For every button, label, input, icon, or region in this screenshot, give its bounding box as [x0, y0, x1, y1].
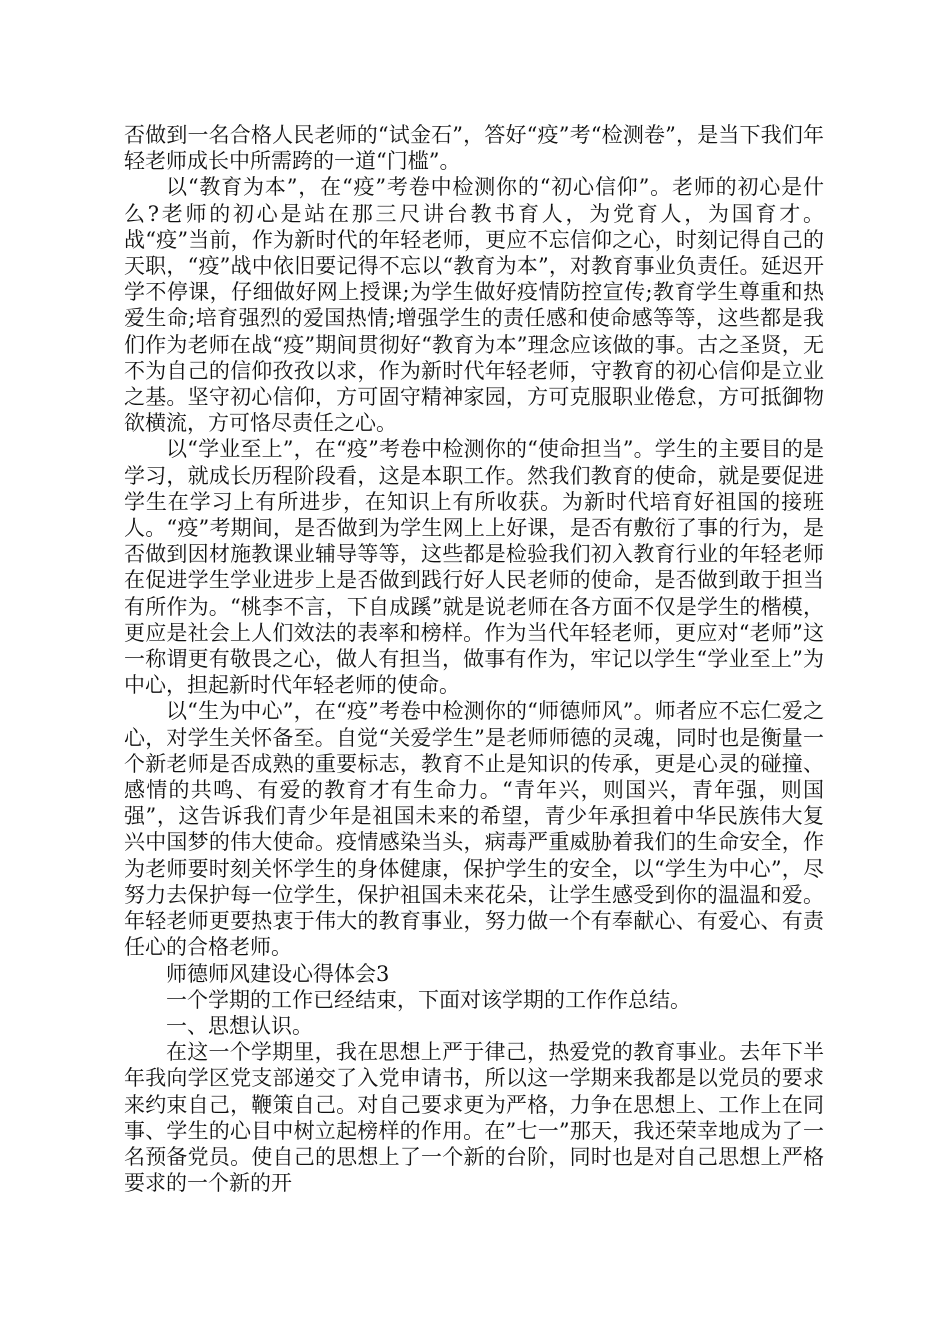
paragraph-initial-belief: 以“教育为本”，在“疫”考卷中检测你的“初心信仰”。老师的初心是什么?老师的初心是站在那三尺讲台教书育人，为党育人，为国育才。战“疫”当前，作为新时代的年轻老师，更应不忘信仰之心，时刻记得自己的天职，“疫”战中依旧要记得不忘以“教育为本”，对教育事业负责任。延迟开学不停课，仔细做好网上授课;为学生做好疫情防控宣传;教育学生尊重和热爱生命;培育强烈的爱国热情;增强学生的责任感和使命感等等，这些都是我们作为老师在战“疫”期间贯彻好“教育为本”理念应该做的事。古之圣贤，无不为自己的信仰孜孜以求，作为新时代年轻老师，守教育的初心信仰是立业之基。坚守初心信仰，方可固守精神家园，方可克服职业倦怠，方可抵御物欲横流，方可恪尽责任之心。: [124, 175, 824, 436]
subsection-heading: 一、思想认识。: [166, 1013, 313, 1038]
section-heading: 师德师风建设心得体会3: [166, 961, 390, 986]
paragraph-mission: 以“学业至上”，在“疫”考卷中检测你的“使命担当”。学生的主要目的是学习，就成长历程阶段看，这是本职工作。然我们教育的使命，就是要促进学生在学习上有所进步，在知识上有所收获。为新时代培育好祖国的接班人。“疫”考期间，是否做到为学生网上上好课，是否有敷衍了事的行为，是否做到因材施教课业辅导等等，这些都是检验我们初入教育行业的年轻老师在促进学生学业进步上是否做到践行好人民老师的使命，是否做到敢于担当有所作为。“桃李不言，下自成蹊”就是说老师在各方面不仅是学生的楷模，更应是社会上人们效法的表率和榜样。作为当代年轻老师，更应对“老师”这一称谓更有敬畏之心，做人有担当，做事有作为，牢记以学生“学业至上”为中心，担起新时代年轻老师的使命。: [124, 437, 824, 698]
paragraph-intro: 一个学期的工作已经结束，下面对该学期的工作作总结。: [166, 987, 691, 1012]
document-body: [124, 122, 824, 1196]
paragraph-teacher-ethics: 以“生为中心”，在“疫”考卷中检测你的“师德师风”。师者应不忘仁爱之心，对学生关怀备至。自觉“关爱学生”是老师师德的灵魂，同时也是衡量一个新老师是否成熟的重要标志，教育不止是知识的传承，更是心灵的碰撞、感情的共鸣、有爱的教育才有生命力。“青年兴，则国兴，青年强，则国强”，这告诉我们青少年是祖国未来的希望，青少年承担着中华民族伟大复兴中国梦的伟大使命。疫情感染当头，病毒严重威胁着我们的生命安全，作为老师要时刻关怀学生的身体健康，保护学生的安全，以“学生为中心”，尽努力去保护每一位学生，保护祖国未来花朵，让学生感受到你的温温和爱。年轻老师更要热衷于伟大的教育事业，努力做一个有奉献心、有爱心、有责任心的合格老师。: [124, 699, 824, 960]
paragraph-continuation: 否做到一名合格人民老师的“试金石”，答好“疫”考“检测卷”，是当下我们年轻老师成长中所需跨的一道“门槛”。: [124, 123, 824, 174]
paragraph-thinking: 在这一个学期里，我在思想上严于律己，热爱党的教育事业。去年下半年我向学区党支部递交了入党申请书，所以这一学期来我都是以党员的要求来约束自己，鞭策自己。对自己要求更为严格，力争在思想上、工作上在同事、学生的心目中树立起榜样的作用。在”七一”那天，我还荣幸地成为了一名预备党员。使自己的思想上了一个新的台阶，同时也是对自己思想上严格要求的一个新的开: [124, 1040, 824, 1196]
